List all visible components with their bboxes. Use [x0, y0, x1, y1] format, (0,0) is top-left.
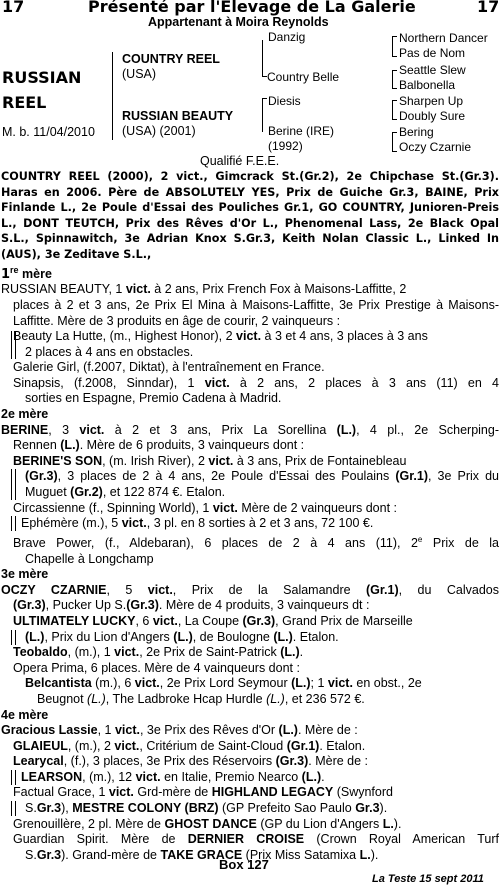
produce-1: Beauty La Hutte, (m., Highest Honor), 2 vict. à 3 et 4 ans, 3 places à 3 ans [13, 329, 428, 344]
pedigree-bracket-3a [392, 36, 393, 56]
produce-3-cont: sorties en Espagne, Premio Cadena à Madrid. [25, 391, 282, 406]
second-dam: BERINE, 3 vict. à 2 et 3 ans, Prix La Sorellina (L.), 4 pl., 2e Scherping- [1, 422, 499, 437]
great-grandparent-2: Pas de Nom [399, 46, 466, 60]
pedigree-bracket-2a [262, 40, 263, 76]
dam-record-cont: places à 2 et 3 ans, 2e Prix El Mina à Maisons-Laffitte, 3e Prix Prestige à Maisons-Laffitte. Mère de 3 produits en âge de courir, 2 vainqueurs : [13, 297, 499, 328]
pedigree-bracket-1 [112, 52, 113, 140]
third-dam-cont: (Gr.3), Pucker Up S.(Gr.3). Mère de 4 produits, 3 vainqueurs dt : [13, 598, 370, 613]
section-1-word: mère [22, 266, 52, 281]
box-number: Box 127 [219, 857, 269, 872]
fourth-dam: Gracious Lassie, 1 vict., 3e Prix des Rêves d'Or (L.). Mère de : [1, 723, 358, 738]
produce-bar [11, 770, 16, 785]
third-dam-produce-3-sub-cont: Beugnot (L.), The Ladbroke Hcap Hurdle (L.), et 236 572 €. [37, 691, 365, 706]
great-grandparent-5: Sharpen Up [399, 94, 464, 108]
second-dam-produce-2: Circassienne (f., Spinning World), 1 vict. Mère de 2 vainqueurs dont : [13, 500, 397, 515]
produce-1-cont: 2 places à 4 ans en obstacles. [1, 345, 499, 361]
great-grandparent-8: Oczy Czarnie [399, 140, 472, 154]
sire-origin: (USA) [122, 67, 157, 81]
second-dam-cont: Rennen (L.). Mère de 6 produits, 3 vainqueurs dont : [13, 438, 305, 453]
third-dam-produce-2: Teobaldo, (m.), 1 vict., 2e Prix de Saint-Patrick (L.). [13, 645, 304, 660]
fourth-dam-produce-4: Grenouillère, 2 pl. Mère de GHOST DANCE (GP du Lion d'Angers L.). [13, 816, 402, 831]
pedigree-bracket-3c-bot [392, 119, 397, 120]
qualification [200, 154, 279, 170]
third-dam-produce-1-cont: (L.), Prix du Lion d'Angers (L.), de Boulogne (L.). Etalon. [1, 630, 499, 646]
great-grandparent-4: Balbonella [399, 78, 456, 92]
fourth-dam-produce-5-cont: S.Gr.3). Grand-mère de TAKE GRACE (Prix Miss Satamixa L.). [25, 847, 379, 862]
section-4e-mere: 4e mère [1, 707, 49, 722]
produce-2: Galerie Girl, (f.2007, Diktat), à l'entraînement en France. [13, 360, 325, 375]
fourth-dam-produce-1: GLAIEUL, (m.), 2 vict., Critérium de Saint-Cloud (Gr.1). Etalon. [13, 738, 366, 753]
produce-3: Sinapsis, (f.2008, Sinndar), 1 vict. à 2 ans, 2 places à 3 ans (11) en 4 [13, 375, 499, 390]
horse-name-line2: REEL [2, 93, 47, 112]
section-3e-mere: 3e mère [1, 567, 49, 582]
sire-name: COUNTRY REEL [122, 52, 220, 66]
pedigree-bracket-2b [262, 98, 263, 132]
page-title: Présenté par l'Elevage de La Galerie [88, 0, 416, 16]
sire-record: COUNTRY REEL (2000), 2 vict., Gimcrack St.(Gr.2), 2e Chipchase St.(Gr.3). Haras en 2006. Père de ABSOLUTELY YES, Prix de Guiche Gr.3, BAINE, Prix Finlande L., 2e Poule d'Essai des Pouliches Gr.1, GO COUNTRY, Junioren-Preis L., DONT TEUTCH, Prix des Rêves d'Or L., Phenomenal Lass, 2e Black Opal S.L., Spinnawitch, 3e Adrian Knox S.Gr.3, Keith Nolan Classic L., Linked In (AUS), 3e Zeditave S.L., [1, 170, 499, 261]
dam-origin: (USA) (2001) [122, 124, 196, 138]
granddam-1: Country Belle [267, 70, 340, 84]
pedigree-bracket-3c-top [392, 100, 397, 101]
section-1-sup: re [10, 264, 19, 275]
pedigree-bracket-3a-bot [392, 56, 397, 57]
fourth-dam-produce-3-cont: S.Gr.3), MESTRE COLONY (BRZ) (GP Prefeito Sao Paulo Gr.3). [1, 801, 499, 817]
produce-bar [11, 801, 16, 816]
fourth-dam-produce-2-sub: LEARSON, (m.), 12 vict. en Italie, Premio Nearco (L.). [1, 770, 499, 786]
pedigree-bracket-3b-bot [392, 88, 397, 89]
horse-name-line1: RUSSIAN [2, 68, 82, 87]
pedigree-bracket-3b-top [392, 70, 397, 71]
pedigree-bracket-3c [392, 100, 393, 119]
third-dam-produce-3-sub: Belcantista (m.), 6 vict., 2e Prix Lord Seymour (L.); 1 vict. en obst., 2e [25, 676, 422, 691]
pedigree-bracket-3d [392, 132, 393, 151]
sale-place-date: La Teste 15 sept 2011 [372, 873, 484, 885]
pedigree-bracket-2b-tick [262, 98, 267, 99]
pedigree-bracket-3d-top [392, 132, 397, 133]
second-dam-produce-3-cont: Chapelle à Longchamp [25, 551, 154, 566]
third-dam: OCZY CZARNIE, 5 vict., Prix de la Salamandre (Gr.1), du Calvados [1, 582, 499, 597]
pedigree-bracket-3d-bot [392, 151, 397, 152]
section-1-num: 1 [1, 266, 11, 282]
produce-bar [11, 331, 16, 359]
second-dam-produce-1: BERINE'S SON, (m. Irish River), 2 vict. à 3 ans, Prix de Fontainebleau [13, 453, 407, 468]
owner-line: Appartenant à Moira Reynolds [148, 15, 329, 29]
grandsire-2: Diesis [268, 94, 301, 108]
second-dam-produce-1-cont: (Gr.3), 3 places de 2 à 4 ans, 2e Poule d'Essai des Poulains (Gr.1), 3e Prix du Muguet (Gr.2), et 122 874 €. Etalon. [1, 469, 499, 500]
produce-bar [11, 469, 16, 500]
second-dam-produce-3: Brave Power, (f., Aldebaran), 6 places de 2 à 4 ans (11), 2e Prix de la [13, 534, 499, 550]
qualification-text: Qualifié F.E.E. [200, 154, 280, 168]
section-2e-mere: 2e mère [1, 407, 49, 422]
catalogue-body [1, 169, 499, 863]
pedigree-bracket-3a-top [392, 36, 397, 37]
produce-bar [11, 516, 16, 531]
lot-number-left: 17 [2, 0, 25, 16]
horse-details: M. b. 11/04/2010 [2, 125, 95, 139]
fourth-dam-produce-3: Factual Grace, 1 vict. Grd-mère de HIGHLAND LEGACY (Swynford [13, 785, 393, 800]
fourth-dam-produce-2: Learycal, (f.), 3 places, 3e Prix des Réservoirs (Gr.3). Mère de : [13, 754, 369, 769]
lot-number-right: 17 [477, 0, 500, 16]
grandsire-1: Danzig [268, 30, 306, 44]
dam-record: RUSSIAN BEAUTY, 1 vict. à 2 ans, Prix French Fox à Maisons-Laffitte, 2 [1, 282, 407, 297]
pedigree-bracket-3b [392, 70, 393, 88]
great-grandparent-6: Doubly Sure [399, 109, 466, 123]
great-grandparent-3: Seattle Slew [399, 63, 466, 77]
section-1re-mere [1, 263, 499, 283]
third-dam-produce-3: Opera Prima, 6 places. Mère de 4 vainqueurs dont : [13, 660, 300, 675]
granddam-2: Berine (IRE) [268, 124, 335, 138]
second-dam-produce-2-cont: Ephémère (m.), 5 vict., 3 pl. en 8 sorties à 2 et 3 ans, 72 100 €. [1, 516, 499, 532]
great-grandparent-1: Northern Dancer [399, 31, 488, 45]
granddam-2-year: (1992) [268, 139, 303, 153]
produce-bar [11, 630, 16, 645]
third-dam-produce-1: ULTIMATELY LUCKY, 6 vict., La Coupe (Gr.3), Grand Prix de Marseille [13, 613, 413, 628]
fourth-dam-produce-5: Guardian Spirit. Mère de DERNIER CROISE (Crown Royal American Turf [13, 832, 499, 847]
dam-name: RUSSIAN BEAUTY [122, 109, 234, 123]
great-grandparent-7: Bering [399, 125, 434, 139]
